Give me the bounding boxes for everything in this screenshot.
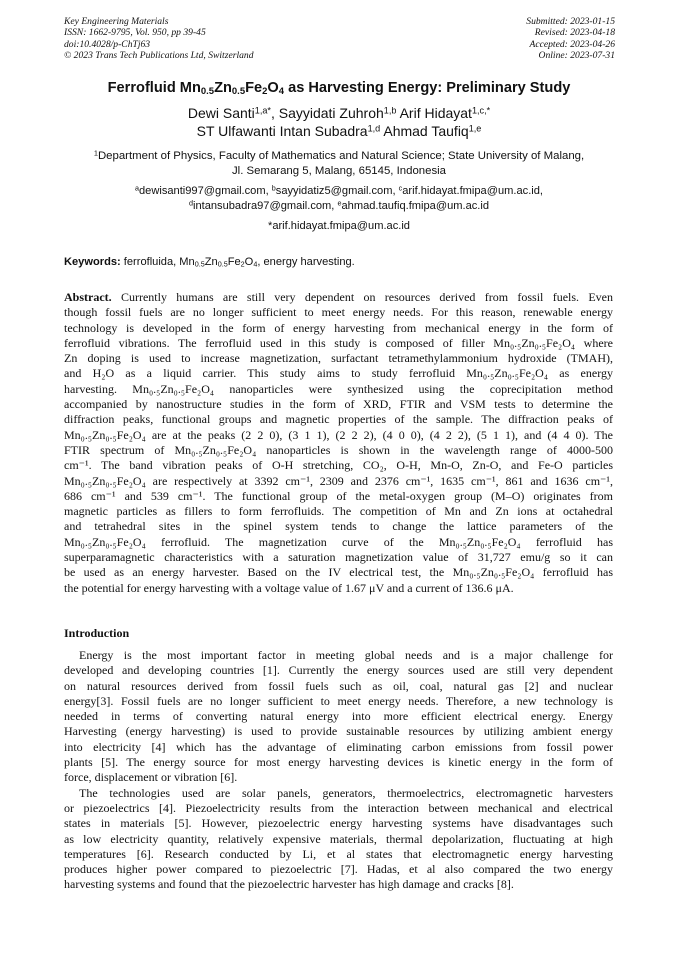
section-heading-introduction: Introduction bbox=[64, 626, 130, 640]
paragraph-line: The technologies used are solar panels, generators, thermoelectrics, electromagnetic harvesters bbox=[79, 785, 613, 800]
abstract-label: Abstract. bbox=[64, 290, 112, 304]
journal-copyright: © 2023 Trans Tech Publications Ltd, Switzerland bbox=[64, 50, 254, 62]
author-emails: $^a$dewisanti997@gmail.com, $^b$sayyidatiz5@gmail.com, $^c$arif.hidayat.fmipa@um.ac.id, $^d$intansubadra97@gmail.com, $^e$ahmad.taufiq.fmipa@um.ac.id bbox=[134, 183, 544, 212]
author-list: Dewi Santi$^{1,a*}$, Sayyidati Zuhroh$^{1,b}$ Arif Hidayat$^{1,c,*}$ ST Ulfawanti Intan Subadra$^{1,d}$ Ahmad Taufiq$^{1,e}$ bbox=[187, 105, 491, 139]
date-online: Online: 2023-07-31 bbox=[538, 50, 615, 62]
paper-title: Ferrofluid $Mn_{0.5}Zn_{0.5}Fe_2O_4$ as Harvesting Energy: Preliminary Study bbox=[107, 80, 571, 97]
keywords: Keywords: ferrofluida, $Mn_{0.5}Zn_{0.5}Fe_2O_4$, energy harvesting. bbox=[64, 256, 355, 269]
journal-info bbox=[64, 16, 254, 62]
journal-doi: doi:10.4028/p-ChTj63 bbox=[64, 38, 151, 50]
affiliation: $^1$Department of Physics, Faculty of Mathematics and Natural Science; State University of Malang, Jl. Semarang 5, Malang, 65145, Indonesia bbox=[93, 148, 585, 177]
author-name: Arif Hidayat bbox=[399, 105, 472, 121]
introduction-body: Energy is the most important factor in meeting global needs and is a major challenge for developed and developing countries [1]. Currently the energy sources used are still very dependent on natural resources derived from fossil fuels such as oil, coal, natural gas [2] and nuclear energy[3]. Fossil fuels are no longer sufficient to meet energy needs. Therefore, a new technology is needed in terms of converting natural energy into more efficient electrical energy. Energy Harvesting (energy harvesting) is used to provide sustainable resources by utilizing ambient energy into electricity [4] which has the advantage of eliminating carbon emissions from fossil power plants [5]. The energy source for most energy harvesting devices is kinetic energy in the form of force, displacement or vibration [6]. The technologies used are solar panels, generators, thermoelectrics, electromagnetic harvesters or piezoelectrics [4]. Piezoelectricity results from the interaction between mechanical and electrical states in materials [5]. However, piezoelectric energy harvesting systems have disadvantages such as low electricity quantity, relatively expensive materials, thermal depolarization, fluctuating at high temperatures [6]. Research conducted by Li, et al states that electromagnetic energy harvesting produces higher power compared to piezoelectric [7]. Hadas, et al also compared the two energy harvesting systems and found that the piezoelectric harvester has high damage and cracks [8]. bbox=[64, 648, 613, 892]
corresponding-email[interactable]: *arif.hidayat.fmipa@um.ac.id bbox=[268, 220, 410, 232]
email-link[interactable]: sayyidatiz5@gmail.com bbox=[275, 185, 393, 197]
author-name: Ahmad Taufiq bbox=[383, 123, 469, 139]
author-name: Dewi Santi bbox=[187, 105, 255, 121]
journal-issn: ISSN: 1662-9795, Vol. 950, pp 39-45 bbox=[64, 27, 206, 39]
submission-dates bbox=[526, 16, 615, 62]
date-revised: Revised: 2023-04-18 bbox=[534, 27, 615, 39]
journal-name: Key Engineering Materials bbox=[64, 16, 169, 27]
date-submitted: Submitted: 2023-01-15 bbox=[526, 16, 615, 27]
paragraph-line: Energy is the most important factor in meeting global needs and is a major challenge for bbox=[79, 648, 613, 662]
author-name: Sayyidati Zuhroh bbox=[278, 105, 384, 121]
email-link[interactable]: intansubadra97@gmail.com bbox=[192, 199, 332, 212]
date-accepted: Accepted: 2023-04-26 bbox=[529, 38, 615, 50]
email-link[interactable]: arif.hidayat.fmipa@um.ac.id bbox=[402, 185, 540, 197]
abstract: Abstract. Currently humans are still very dependent on resources derived from fossil fuels. Even though fossil fuels are no longer sufficient to meet energy needs. For this reason, renewable energy technology is developed in the form of energy harvesting from mechanical energy in the form of ferrofluid vibrations. The ferrofluid used in this study is composed of filler Mn₀.₅Zn₀.₅Fe₂O₄ where Zn doping is used to increase magnetization, surfactant tetramethylammonium hydroxide (TMAH), and H₂O as a liquid carrier. This study aims to study ferrofluid Mn₀.₅Zn₀.₅Fe₂O₄ as energy harvesting. Mn₀.₅Zn₀.₅Fe₂O₄ nanoparticles were synthesized using the coprecipitation method accompanied by nanostructure studies in the form of XRD, FTIR and VSM tests to determine the diffraction peaks, functional groups and magnetic properties of the sample. The diffraction peaks of Mn₀.₅Zn₀.₅Fe₂O₄ are at the peaks (2 2 0), (3 1 1), (2 2 2), (4 0 0), (4 2 2), (5 1 1), and (4 4 0). The FTIR spectrum of Mn₀.₅Zn₀.₅Fe₂O₄ nanoparticles is shown in the wavelength range of 4000-500 cm⁻¹. The band vibration peaks of O-H stretching, CO₂, O-H, Mn-O, Zn-O, and Fe-O particles Mn₀.₅Zn₀.₅Fe₂O₄ are respectively at 3392 cm⁻¹, 2309 and 2376 cm⁻¹, 1635 cm⁻¹, 861 and 1636 cm⁻¹, 686 cm⁻¹ and 539 cm⁻¹. The functional group of the metal-oxygen group (M–O) originates from magnetic particles as fillers to form ferrofluids. The competition of Mn and Zn ions at octahedral and tetrahedral sites in the spinel system tends to change the lattice parameters of the Mn₀.₅Zn₀.₅Fe₂O₄ ferrofluid. The magnetization curve of the Mn₀.₅Zn₀.₅Fe₂O₄ ferrofluid has superparamagnetic characteristics with a saturation magnetization value of 31,727 emu/g so it can be used as an energy harvester. Based on the IV electrical test, the Mn₀.₅Zn₀.₅Fe₂O₄ ferrofluid has the potential for energy harvesting with a voltage value of 1.67 μV and a current of 136.6 μA. bbox=[64, 290, 613, 595]
email-link[interactable]: ahmad.taufiq.fmipa@um.ac.id bbox=[341, 199, 490, 212]
email-link[interactable]: dewisanti997@gmail.com bbox=[139, 185, 266, 197]
author-name: ST Ulfawanti Intan Subadra bbox=[196, 123, 368, 139]
